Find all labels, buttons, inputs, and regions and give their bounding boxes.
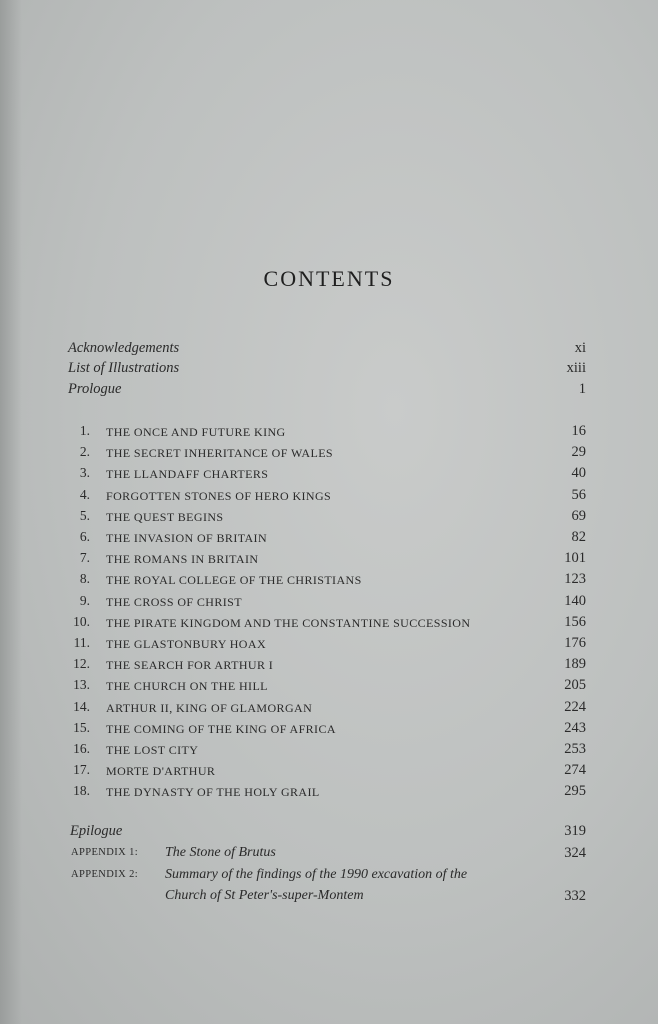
chapter-page: 123 (564, 571, 586, 588)
chapter-title: THE COMING OF THE KING OF AFRICA (106, 721, 336, 736)
chapter-number: 12. (73, 656, 90, 672)
appendix-tag: APPENDIX 2: (71, 869, 139, 880)
chapter-page: 101 (564, 550, 586, 567)
chapter-title: THE ONCE AND FUTURE KING (106, 425, 286, 439)
chapter-number: 9. (79, 592, 90, 608)
chapter-number: 7. (79, 550, 90, 566)
chapter-page: 295 (564, 783, 586, 800)
chapter-number: 5. (79, 507, 90, 523)
chapter-title: THE LOST CITY (106, 743, 199, 757)
chapter-page: 56 (571, 486, 586, 503)
chapter-number: 8. (79, 571, 90, 587)
chapter-title: THE ROMANS IN BRITAIN (106, 552, 259, 567)
chapter-page: 243 (564, 719, 586, 736)
entry-page: 1 (578, 381, 586, 397)
chapter-title: THE CROSS OF CHRIST (106, 594, 242, 609)
chapter-number: 15. (73, 719, 90, 735)
chapter-page: 274 (564, 762, 586, 779)
chapter-page: 253 (564, 741, 586, 757)
chapter-title: THE DYNASTY OF THE HOLY GRAIL (106, 785, 320, 800)
chapter-number: 14. (73, 698, 90, 714)
chapter-number: 16. (73, 741, 90, 756)
chapter-title: THE LLANDAFF CHARTERS (106, 467, 269, 482)
chapter-number: 10. (73, 613, 90, 629)
entry-page: 319 (564, 823, 586, 839)
chapter-title: THE GLASTONBURY HOAX (106, 637, 267, 651)
chapter-page: 29 (571, 444, 586, 461)
appendix-title: Summary of the findings of the 1990 excavation of the (165, 867, 468, 882)
appendix-title-line2: Church of St Peter's-super-Montem (165, 888, 364, 903)
chapter-page: 176 (564, 635, 586, 651)
entry-page: xiii (566, 360, 586, 376)
chapter-page: 140 (564, 592, 586, 609)
entry-page: 332 (564, 888, 586, 904)
chapter-number: 4. (79, 486, 90, 502)
chapter-number: 18. (73, 783, 90, 799)
chapter-page: 69 (571, 507, 586, 524)
chapter-title: THE PIRATE KINGDOM AND THE CONSTANTINE SUCCESSION (106, 615, 471, 630)
chapter-title: FORGOTTEN STONES OF HERO KINGS (106, 488, 332, 503)
chapter-page: 205 (564, 677, 586, 694)
chapter-title: THE SECRET INHERITANCE OF WALES (106, 446, 333, 461)
chapter-title: ARTHUR II, KING OF GLAMORGAN (106, 700, 313, 715)
chapter-page: 224 (564, 698, 586, 715)
chapter-page: 82 (571, 529, 586, 545)
chapter-title: THE SEARCH FOR ARTHUR I (106, 658, 274, 673)
entry-page: xi (574, 340, 586, 356)
appendix-title: The Stone of Brutus (165, 845, 276, 860)
chapter-title: THE QUEST BEGINS (106, 509, 224, 524)
chapter-number: 2. (79, 444, 90, 460)
chapter-page: 189 (564, 656, 586, 673)
page-title: CONTENTS (263, 266, 395, 291)
chapter-number: 13. (73, 677, 90, 693)
chapter-page: 40 (571, 465, 586, 482)
chapter-title: THE INVASION OF BRITAIN (106, 531, 268, 545)
appendix-tag: APPENDIX 1: (71, 847, 139, 858)
chapter-page: 156 (564, 613, 586, 630)
chapter-title: THE ROYAL COLLEGE OF THE CHRISTIANS (106, 573, 362, 588)
entry-label: List of Illustrations (68, 360, 180, 376)
chapter-number: 17. (73, 762, 90, 778)
chapter-title: THE CHURCH ON THE HILL (106, 679, 268, 694)
chapter-number: 1. (79, 423, 90, 438)
chapter-number: 3. (79, 465, 90, 481)
chapter-page: 16 (571, 423, 586, 439)
entry-label: Epilogue (70, 823, 123, 839)
entry-label: Prologue (68, 381, 122, 397)
chapter-number: 6. (79, 529, 90, 544)
entry-label: Acknowledgements (68, 340, 180, 356)
chapter-number: 11. (73, 635, 90, 650)
chapter-title: MORTE D'ARTHUR (106, 764, 216, 779)
entry-page: 324 (564, 845, 586, 861)
